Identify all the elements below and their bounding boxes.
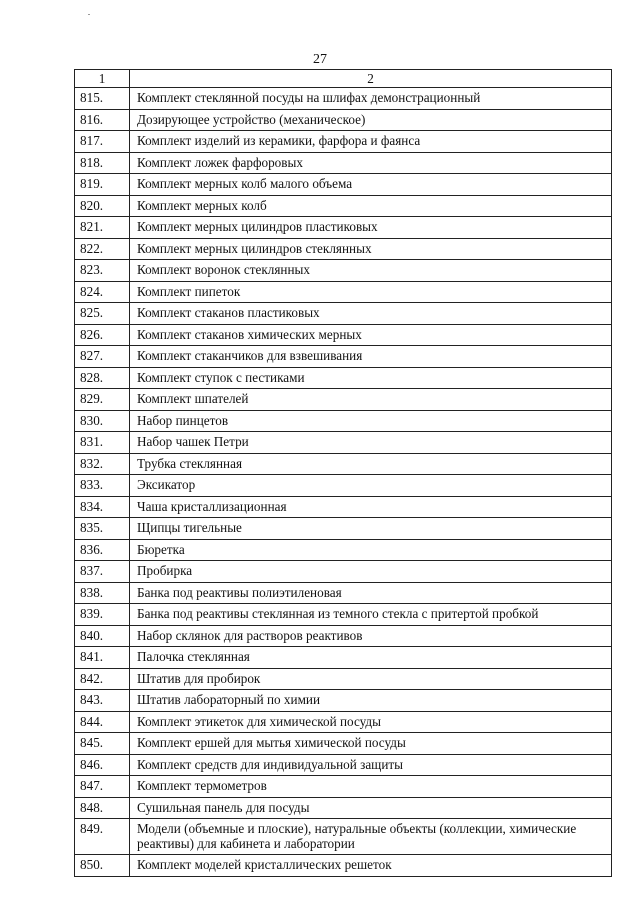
row-number: 816. xyxy=(75,109,130,131)
row-item-name: Комплект мерных колб xyxy=(130,195,612,217)
row-number: 836. xyxy=(75,539,130,561)
row-item-name: Комплект термометров xyxy=(130,776,612,798)
row-number: 843. xyxy=(75,690,130,712)
table-row xyxy=(75,195,612,217)
row-item-name: Комплект стеклянной посуды на шлифах демонстрационный xyxy=(130,88,612,110)
table-body xyxy=(75,88,612,877)
row-number: 830. xyxy=(75,410,130,432)
row-number: 827. xyxy=(75,346,130,368)
table-row xyxy=(75,346,612,368)
row-number: 841. xyxy=(75,647,130,669)
row-number: 848. xyxy=(75,797,130,819)
table-row xyxy=(75,539,612,561)
row-item-name: Комплект ершей для мытья химической посуды xyxy=(130,733,612,755)
table-row xyxy=(75,389,612,411)
table-row xyxy=(75,432,612,454)
row-number: 828. xyxy=(75,367,130,389)
row-item-name: Комплект мерных колб малого объема xyxy=(130,174,612,196)
equipment-table xyxy=(74,69,612,877)
table-header-row xyxy=(75,70,612,88)
row-number: 819. xyxy=(75,174,130,196)
table-row xyxy=(75,281,612,303)
table-row xyxy=(75,797,612,819)
page-number: 27 xyxy=(313,52,327,67)
row-item-name: Комплект стаканчиков для взвешивания xyxy=(130,346,612,368)
table-row xyxy=(75,776,612,798)
row-number: 847. xyxy=(75,776,130,798)
row-item-name: Комплект средств для индивидуальной защиты xyxy=(130,754,612,776)
row-item-name: Комплект этикеток для химической посуды xyxy=(130,711,612,733)
row-number: 833. xyxy=(75,475,130,497)
row-item-name: Комплект мерных цилиндров стеклянных xyxy=(130,238,612,260)
row-number: 845. xyxy=(75,733,130,755)
row-number: 837. xyxy=(75,561,130,583)
row-item-name: Комплект шпателей xyxy=(130,389,612,411)
row-number: 825. xyxy=(75,303,130,325)
row-number: 829. xyxy=(75,389,130,411)
row-item-name: Модели (объемные и плоские), натуральные объекты (коллекции, химические реактивы) для кабинета и лаборатории xyxy=(130,819,612,855)
row-number: 817. xyxy=(75,131,130,153)
row-number: 844. xyxy=(75,711,130,733)
row-item-name: Дозирующее устройство (механическое) xyxy=(130,109,612,131)
table-row xyxy=(75,582,612,604)
table-row xyxy=(75,367,612,389)
table-row xyxy=(75,217,612,239)
row-number: 818. xyxy=(75,152,130,174)
row-item-name: Банка под реактивы полиэтиленовая xyxy=(130,582,612,604)
table-row xyxy=(75,690,612,712)
row-item-name: Комплект изделий из керамики, фарфора и фаянса xyxy=(130,131,612,153)
row-item-name: Набор чашек Петри xyxy=(130,432,612,454)
scan-speck xyxy=(88,14,90,15)
row-number: 839. xyxy=(75,604,130,626)
row-item-name: Набор склянок для растворов реактивов xyxy=(130,625,612,647)
table-row xyxy=(75,754,612,776)
row-number: 823. xyxy=(75,260,130,282)
row-number: 832. xyxy=(75,453,130,475)
row-number: 838. xyxy=(75,582,130,604)
row-number: 831. xyxy=(75,432,130,454)
table-row xyxy=(75,238,612,260)
table-row xyxy=(75,604,612,626)
row-number: 849. xyxy=(75,819,130,855)
row-item-name: Штатив лабораторный по химии xyxy=(130,690,612,712)
table-row xyxy=(75,410,612,432)
row-item-name: Банка под реактивы стеклянная из темного стекла с притертой пробкой xyxy=(130,604,612,626)
table-row xyxy=(75,711,612,733)
row-number: 846. xyxy=(75,754,130,776)
row-number: 835. xyxy=(75,518,130,540)
row-item-name: Чаша кристаллизационная xyxy=(130,496,612,518)
table-row xyxy=(75,855,612,877)
column-header-name: 2 xyxy=(130,70,612,88)
row-item-name: Комплект стаканов пластиковых xyxy=(130,303,612,325)
row-item-name: Пробирка xyxy=(130,561,612,583)
row-number: 840. xyxy=(75,625,130,647)
table-row xyxy=(75,174,612,196)
table-row xyxy=(75,324,612,346)
table-row xyxy=(75,453,612,475)
table-row xyxy=(75,561,612,583)
row-item-name: Палочка стеклянная xyxy=(130,647,612,669)
row-item-name: Эксикатор xyxy=(130,475,612,497)
row-number: 834. xyxy=(75,496,130,518)
row-item-name: Комплект мерных цилиндров пластиковых xyxy=(130,217,612,239)
row-item-name: Трубка стеклянная xyxy=(130,453,612,475)
table-row xyxy=(75,668,612,690)
row-item-name: Комплект моделей кристаллических решеток xyxy=(130,855,612,877)
table-row xyxy=(75,475,612,497)
table-row xyxy=(75,260,612,282)
row-number: 815. xyxy=(75,88,130,110)
table-row xyxy=(75,819,612,855)
row-item-name: Сушильная панель для посуды xyxy=(130,797,612,819)
row-item-name: Комплект ступок с пестиками xyxy=(130,367,612,389)
row-item-name: Бюретка xyxy=(130,539,612,561)
row-item-name: Набор пинцетов xyxy=(130,410,612,432)
row-number: 826. xyxy=(75,324,130,346)
table-row xyxy=(75,88,612,110)
row-number: 821. xyxy=(75,217,130,239)
row-number: 842. xyxy=(75,668,130,690)
table-row xyxy=(75,625,612,647)
table-row xyxy=(75,152,612,174)
table-row xyxy=(75,733,612,755)
row-number: 850. xyxy=(75,855,130,877)
table-row xyxy=(75,303,612,325)
row-item-name: Щипцы тигельные xyxy=(130,518,612,540)
row-item-name: Комплект воронок стеклянных xyxy=(130,260,612,282)
table-row xyxy=(75,496,612,518)
table-row xyxy=(75,109,612,131)
row-item-name: Комплект стаканов химических мерных xyxy=(130,324,612,346)
column-header-number: 1 xyxy=(75,70,130,88)
row-number: 822. xyxy=(75,238,130,260)
row-number: 820. xyxy=(75,195,130,217)
row-item-name: Штатив для пробирок xyxy=(130,668,612,690)
table-row xyxy=(75,647,612,669)
table-row xyxy=(75,131,612,153)
table-row xyxy=(75,518,612,540)
row-item-name: Комплект пипеток xyxy=(130,281,612,303)
row-number: 824. xyxy=(75,281,130,303)
row-item-name: Комплект ложек фарфоровых xyxy=(130,152,612,174)
